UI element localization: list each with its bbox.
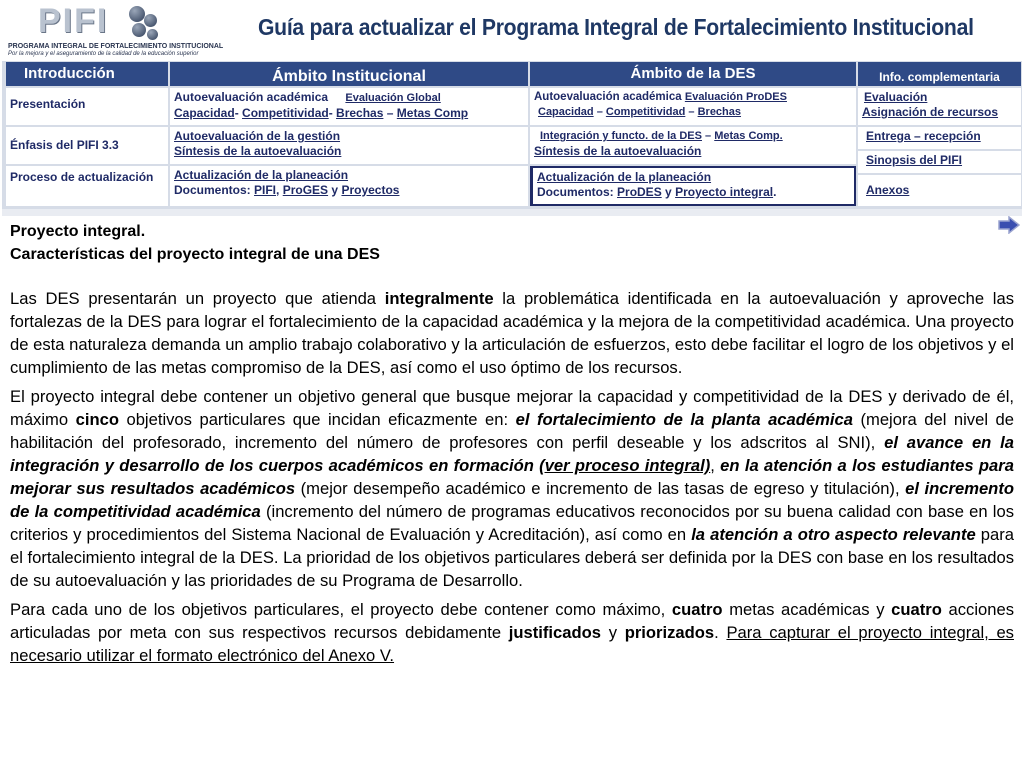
content-body <box>2 279 1022 768</box>
link-integracion-des[interactable]: Integración y functo. de la DES <box>540 130 702 142</box>
nav-header-des: Ámbito de la DES <box>530 62 856 86</box>
logo-ball-icon <box>132 23 146 37</box>
nav-link-sinopsis[interactable]: Sinopsis del PIFI <box>858 151 1021 173</box>
separator-band <box>2 209 1022 216</box>
pifi-logo <box>4 2 224 58</box>
logo-tagline: Por la mejora y el aseguramiento de la calidad de la educación superior <box>8 51 199 57</box>
link-evaluacion-global[interactable]: Evaluación Global <box>345 92 441 104</box>
paragraph-1: Las DES presentarán un proyecto que atienda integralmente la problemática identificada en la autoevaluación y aproveche las fortalezas de la DES para lograr el fortalecimiento de la capacidad académica y la mejora de la competitividad académica. Una proyecto de esta naturaleza demanda un amplio trabajo colaborativo y la articulación de esfuerzos, esto debe facilitar el logro de los objetivos y el cumplimiento de las metas compromiso de la DES, así como el uso óptimo de los recursos. <box>10 289 1014 377</box>
nav-cell-evaluacion <box>858 88 1021 125</box>
logo-ball-icon <box>144 14 157 27</box>
link-capacidad-des[interactable]: Capacidad <box>538 106 594 118</box>
nav-cell-planeacion-des: Actualización de la planeación Documentos: ProDES y Proyecto integral. <box>530 166 856 206</box>
link-ver-proceso-integral[interactable]: (ver proceso integral) <box>539 456 711 475</box>
autoeval-academica-des-label: Autoevaluación académica <box>534 91 682 103</box>
link-metas-comp-des[interactable]: Metas Comp. <box>714 130 783 142</box>
logo-ball-icon <box>129 6 145 22</box>
nav-header-institucional: Ámbito Institucional <box>170 62 528 86</box>
nav-link-anexos[interactable]: Anexos <box>858 175 1021 206</box>
logo-wordmark: PIFI <box>38 2 109 40</box>
link-brechas-institucional[interactable]: Brechas <box>336 106 384 120</box>
paragraph-2: El proyecto integral debe contener un objetivo general que busque mejorar la capacidad y competitividad de la DES y derivado de él, máximo cinco objetivos particulares que incidan eficazmente en: el fortalecimiento de la planta académica (mejora del nivel de habilitación del profesorado, incremento del número de profesores con perfil deseable y los adscritos al SNI), el avance en la integración y desarrollo de los cuerpos académicos en formación (ver proceso integral), en la atención a los estudiantes para mejorar sus resultados académicos (mejor desempeño académico e incremento de las tasas de egreso y titulación), el incremento de la competitividad académica (incremento del número de programas educativos reconocidos por su buena calidad con base en los criterios y procedimientos del Sistema Nacional de Evaluación y Acreditación), así como en la atención a otro aspecto relevante para el fortalecimiento integral de la DES. La prioridad de los objetivos particulares deberá ser definida por la DES con base en los resultados de su autoevaluación y las prioridades de su Programa de Desarrollo. <box>10 387 1015 590</box>
link-sintesis-institucional[interactable]: Síntesis de la autoevaluación <box>174 144 342 158</box>
link-actualizacion-institucional[interactable]: Actualización de la planeación <box>174 168 349 182</box>
navigation-table <box>2 61 1022 209</box>
link-actualizacion-des[interactable]: Actualización de la planeación <box>537 170 712 184</box>
nav-cell-autoeval-institucional: Autoevaluación académica Evaluación Global Capacidad- Competitividad- Brechas – Metas Comp <box>170 88 528 125</box>
link-competitividad-institucional[interactable]: Competitividad <box>242 106 329 120</box>
link-metas-comp-institucional[interactable]: Metas Comp <box>396 106 469 120</box>
paragraph-3: Para cada uno de los objetivos particulares, el proyecto debe contener como máximo, cuatro metas académicas y cuatro acciones articuladas por meta con sus respectivos recursos debidamente justificados y priorizados. Para capturar el proyecto integral, es necesario utilizar el formato electrónico del Anexo V. <box>10 600 1015 665</box>
logo-ball-icon <box>147 29 158 40</box>
nav-header-info: Info. complementaria <box>858 62 1021 86</box>
autoeval-academica-label: Autoevaluación académica <box>174 90 329 104</box>
link-proyecto-integral[interactable]: Proyecto integral <box>675 185 774 199</box>
section-title: Proyecto integral. <box>10 223 146 240</box>
link-capacidad-institucional[interactable]: Capacidad <box>174 106 235 120</box>
nav-cell-integracion-des: Integración y functo. de la DES – Metas Comp. Síntesis de la autoevaluación <box>530 127 856 164</box>
nav-link-proceso-actualizacion[interactable]: Proceso de actualización <box>6 166 168 206</box>
right-arrow-icon[interactable] <box>998 216 1020 234</box>
link-sintesis-des[interactable]: Síntesis de la autoevaluación <box>534 144 702 158</box>
nav-link-presentacion[interactable]: Presentación <box>6 88 168 125</box>
section-header <box>2 216 1022 272</box>
section-subtitle: Características del proyecto integral de una DES <box>10 246 380 263</box>
link-autoeval-gestion[interactable]: Autoevaluación de la gestión <box>174 129 341 143</box>
link-pifi[interactable]: PIFI <box>254 183 277 197</box>
link-prodes[interactable]: ProDES <box>617 185 662 199</box>
link-asignacion-recursos[interactable]: Asignación de recursos <box>862 105 999 119</box>
link-evaluacion-prodes[interactable]: Evaluación ProDES <box>684 91 787 103</box>
header <box>0 0 1024 60</box>
nav-cell-autoeval-des: Autoevaluación académica Evaluación ProDES Capacidad – Competitividad – Brechas <box>530 88 856 125</box>
page-title: Guía para actualizar el Programa Integral de Fortalecimiento Institucional <box>258 14 974 40</box>
link-anexo-v[interactable]: Para capturar el proyecto integral, es necesario utilizar el formato electrónico del Anexo V. <box>10 623 1014 665</box>
nav-link-enfasis[interactable]: Énfasis del PIFI 3.3 <box>6 127 168 164</box>
link-evaluacion[interactable]: Evaluación <box>864 90 928 104</box>
logo-subtitle: PROGRAMA INTEGRAL DE FORTALECIMIENTO INSTITUCIONAL <box>8 43 224 50</box>
nav-cell-gestion <box>170 127 528 164</box>
link-proges[interactable]: ProGES <box>282 183 329 197</box>
link-brechas-des[interactable]: Brechas <box>697 106 742 118</box>
link-proyectos[interactable]: Proyectos <box>341 183 400 197</box>
nav-header-intro: Introducción <box>6 62 168 86</box>
nav-cell-planeacion-institucional: Actualización de la planeación Documentos: PIFI, ProGES y Proyectos <box>170 166 528 206</box>
nav-link-entrega-recepcion[interactable]: Entrega – recepción <box>858 127 1021 149</box>
link-competitividad-des[interactable]: Competitividad <box>605 106 686 118</box>
